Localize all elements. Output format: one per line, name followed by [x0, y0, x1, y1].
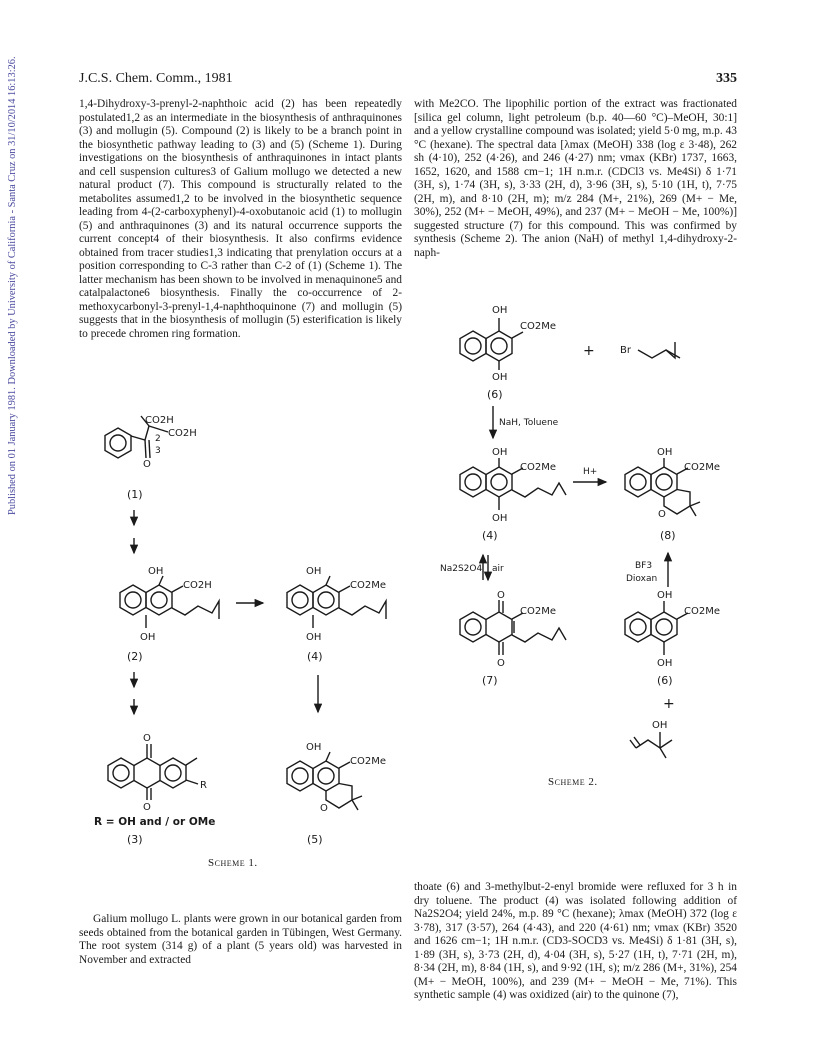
download-notice: Published on 01 January 1981. Downloaded by University of California - Santa Cruz on 31/10/2014 16:13:26.	[7, 56, 18, 515]
compound-label-4: (4)	[482, 529, 498, 542]
compound-3-structure	[108, 744, 198, 800]
co2h-label: CO2H	[183, 580, 212, 591]
oh-label: OH	[148, 566, 164, 577]
oh-label: OH	[657, 590, 673, 601]
compound-label-3: (3)	[127, 833, 143, 846]
compound-4-ring	[460, 467, 512, 497]
co2me-label: CO2Me	[520, 321, 556, 332]
oh-label: OH	[492, 372, 508, 383]
co2h-label: CO2H	[168, 428, 197, 439]
r-substituent: R	[200, 780, 207, 791]
methylbutenol-structure	[636, 732, 660, 748]
paragraph: with Me2CO. The lipophilic portion of the extract was fractionated [silica gel column, light petroleum (b.p. 40—60 °C)–MeOH, 30:1] and a yellow crystalline compound was isolated; yield 5·0 mg, m.p. 43 °C (hexane). The spectral data [λmax (MeOH) 338 (log ε 3·48), 262 sh (4·10), 252 (4·26), and 246 (4·27) nm; νmax (KBr) 1737, 1663, 1652, 1620, and 1588 cm−1; 1H n.m.r. (CDCl3 vs. Me4Si) δ 1·71 (3H, s), 1·74 (3H, s), 3·33 (2H, d), 3·96 (3H, s), 5·10 (1H, t), 7·75 (2H, m), and 8·10 (2H, m); m/z 284 (M+, 21%), 269 (M+ − Me, 30%), 252 (M+ − MeOH, 49%), and 237 (M+ − MeOH − Me, 100%)] suggested structure (7) for this compound. This was confirmed by synthesis (Scheme 2). The anion (NaH) of methyl 1,4-dihydroxy-2-naph-	[414, 98, 737, 259]
oxo-label: O	[143, 733, 151, 744]
scheme2-caption: Scheme 2.	[548, 776, 598, 788]
scheme1-caption: Scheme 1.	[208, 857, 258, 869]
reagent-label: H+	[583, 467, 598, 477]
reagent-label: NaH, Toluene	[499, 418, 559, 428]
compound-label-6: (6)	[657, 674, 673, 687]
bromide-label: Br	[620, 345, 631, 356]
oh-label: OH	[140, 632, 156, 643]
scheme1	[94, 415, 386, 846]
co2me-label: CO2Me	[684, 462, 720, 473]
oh-label: OH	[306, 566, 322, 577]
compound-4-ring	[287, 585, 339, 615]
ring-oxygen: O	[320, 803, 328, 814]
journal-title: J.C.S. Chem. Comm., 1981	[79, 71, 233, 86]
oh-label: OH	[492, 447, 508, 458]
compound-label-6: (6)	[487, 388, 503, 401]
oxo-label: O	[143, 802, 151, 813]
reagent-label: Na2S2O4	[440, 564, 483, 574]
compound-2-ring	[120, 585, 172, 615]
oh-label: OH	[657, 658, 673, 669]
co2me-label: CO2Me	[520, 606, 556, 617]
co2me-label: CO2Me	[520, 462, 556, 473]
compound-5-ring	[287, 761, 339, 791]
compound-6-ring	[625, 612, 677, 642]
oh-label: OH	[652, 720, 668, 731]
compound-label-7: (7)	[482, 674, 498, 687]
oh-label: OH	[657, 447, 673, 458]
oh-label: OH	[306, 742, 322, 753]
plus-sign: +	[663, 696, 675, 712]
ring-oxygen: O	[658, 509, 666, 520]
compound-label-8: (8)	[660, 529, 676, 542]
plus-sign: +	[583, 343, 595, 359]
compound-label-1: (1)	[127, 488, 143, 501]
scheme2	[440, 305, 720, 758]
paragraph: thoate (6) and 3-methylbut-2-enyl bromide were refluxed for 3 h in dry toluene. The product (4) was isolated following addition of Na2S2O4; yield 24%, m.p. 89 °C (hexane); λmax (MeOH) 372 (log ε 3·78), 317 (3·57), 264 (4·43), and 220 (4·61) nm; νmax (KBr) 3520 and 1626 cm−1; 1H n.m.r. (CD3-SOCD3 vs. Me4Si) δ 1·81 (3H, s), 1·89 (3H, s), 3·73 (2H, d), 4·04 (3H, s), 5·27 (1H, t), 7·71 (2H, m), 8·34 (2H, m), 8·84 (1H, s), and 9·92 (1H, s); m/z 286 (M+, 31%), 254 (M+ − MeOH, 100%), and 239 (M+ − MeOH − Me, 71%). This synthetic sample (4) was oxidized (air) to the quinone (7),	[414, 881, 737, 1001]
co2me-label: CO2Me	[684, 606, 720, 617]
paragraph: Galium mollugo L. plants were grown in our botanical garden from seeds obtained from the botanical garden in Tübingen, West Germany. The root system (314 g) of a plant (5 years old) was harvested in November and extracted	[79, 913, 402, 966]
page-number: 335	[716, 71, 737, 86]
co2me-label: CO2Me	[350, 756, 386, 767]
compound-label-2: (2)	[127, 650, 143, 663]
reagent-label: air	[492, 564, 504, 574]
compound-7-ring	[460, 612, 514, 642]
compound-6-ring	[460, 331, 512, 361]
oh-label: OH	[492, 513, 508, 524]
compound-8-ring	[625, 467, 677, 497]
locant-3: 3	[155, 446, 161, 456]
paragraph: 1,4-Dihydroxy-3-prenyl-2-naphthoic acid (2) has been repeatedly postulated1,2 as an intermediate in the biosynthesis of anthraquinones (3) and mollugin (5). Compound (2) is likely to be a branch point in the biosynthetic pathway leading to (3) and (5) (Scheme 1). During investigations on the biosynthesis of anthraquinones in intact plants and cell suspension cultures3 of Galium mollugo we detected a new natural product (7). This compound is structurally related to the metabolites assumed1,2 to be involved in the biosynthetic sequence leading from 4-(2-carboxyphenyl)-4-oxobutanoic acid (1) to mollugin (5) and anthraquinones (3) and its natural occurrence supports the current concept4 of their biosynthesis. It also confirms evidence obtained from tracer studies1,3 indicating that prenylation occurs at a position corresponding to C-3 rather than C-2 of (1) (Scheme 1). The latter mechanism has been shown to be involved in menaquinone5 and catalpalactone6 biosynthesis. Finally the co-occurrence of 2-methoxycarbonyl-3-prenyl-1,4-naphthoquinone (7) and mollugin (5) suggests that in the biosynthesis of mollugin (5) esterification is likely to precede chromen ring formation.	[79, 98, 402, 340]
oh-label: OH	[306, 632, 322, 643]
co2h-label: CO2H	[145, 415, 174, 426]
r-definition: R = OH and / or OMe	[94, 816, 216, 828]
oxo-label: O	[143, 459, 151, 470]
compound-label-5: (5)	[307, 833, 323, 846]
co2me-label: CO2Me	[350, 580, 386, 591]
compound-label-4: (4)	[307, 650, 323, 663]
reagent-label: BF3	[635, 561, 653, 571]
oxo-label: O	[497, 658, 505, 669]
oxo-label: O	[497, 590, 505, 601]
reagent-label: Dioxan	[626, 574, 658, 584]
locant-2: 2	[155, 434, 161, 444]
oh-label: OH	[492, 305, 508, 316]
